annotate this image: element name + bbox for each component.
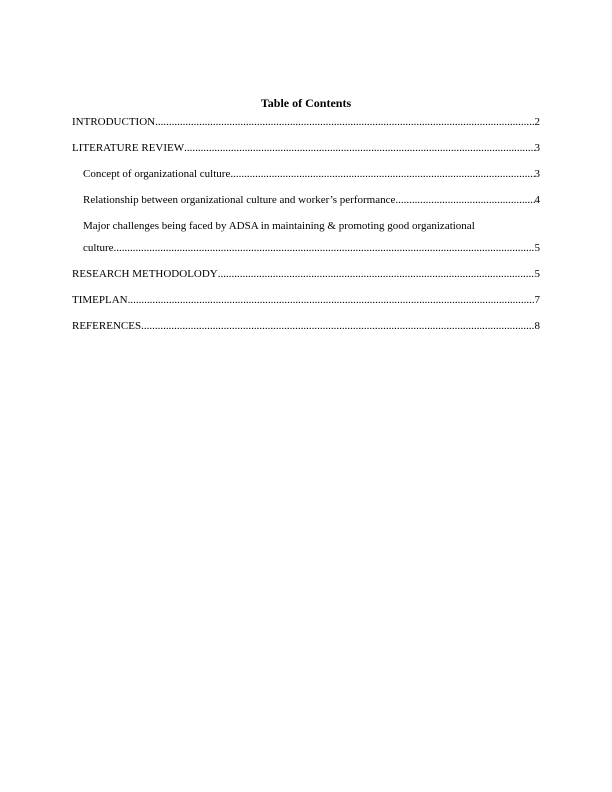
toc-entry-label: TIMEPLAN — [72, 294, 128, 306]
toc-title: Table of Contents — [260, 96, 352, 110]
toc-entry-label: RESEARCH METHODOLODY — [72, 268, 218, 280]
toc-page-number: 5 — [534, 268, 540, 280]
toc-entry-introduction[interactable] — [72, 115, 540, 129]
toc-page-number: 5 — [534, 242, 540, 254]
toc-entry-research-methodology[interactable] — [72, 267, 540, 281]
toc-dot-leader — [155, 115, 534, 129]
toc-entry-label-line1: Major challenges being faced by ADSA in maintaining & promoting good organizational — [83, 220, 475, 232]
toc-dot-leader — [230, 167, 534, 181]
table-of-contents — [72, 95, 540, 345]
toc-entry-label: culture — [83, 242, 114, 254]
toc-dot-leader — [218, 267, 535, 281]
toc-entry-major-challenges[interactable] — [72, 219, 540, 255]
toc-dot-leader — [128, 293, 535, 307]
toc-list — [72, 115, 540, 333]
toc-entry-label: Concept of organizational culture — [83, 168, 231, 180]
toc-entry-timeplan[interactable] — [72, 293, 540, 307]
toc-entry-relationship[interactable] — [72, 193, 540, 207]
toc-page-number: 4 — [534, 194, 540, 206]
toc-dot-leader — [141, 319, 534, 333]
toc-entry-concept-of-culture[interactable] — [72, 167, 540, 181]
toc-page-number: 8 — [534, 320, 540, 332]
toc-dot-leader — [395, 193, 534, 207]
toc-entry-label: Relationship between organizational culture and worker’s performance — [83, 194, 396, 206]
toc-page-number: 3 — [534, 142, 540, 154]
toc-page-number: 7 — [534, 294, 540, 306]
toc-entry-literature-review[interactable] — [72, 141, 540, 155]
toc-page-number: 2 — [534, 116, 540, 128]
toc-page-number: 3 — [534, 168, 540, 180]
toc-entry-label: LITERATURE REVIEW — [72, 142, 185, 154]
toc-dot-leader — [184, 141, 534, 155]
toc-dot-leader — [114, 241, 535, 255]
toc-entry-label: REFERENCES — [72, 320, 142, 332]
toc-entry-label: INTRODUCTION — [72, 116, 156, 128]
toc-entry-references[interactable] — [72, 319, 540, 333]
